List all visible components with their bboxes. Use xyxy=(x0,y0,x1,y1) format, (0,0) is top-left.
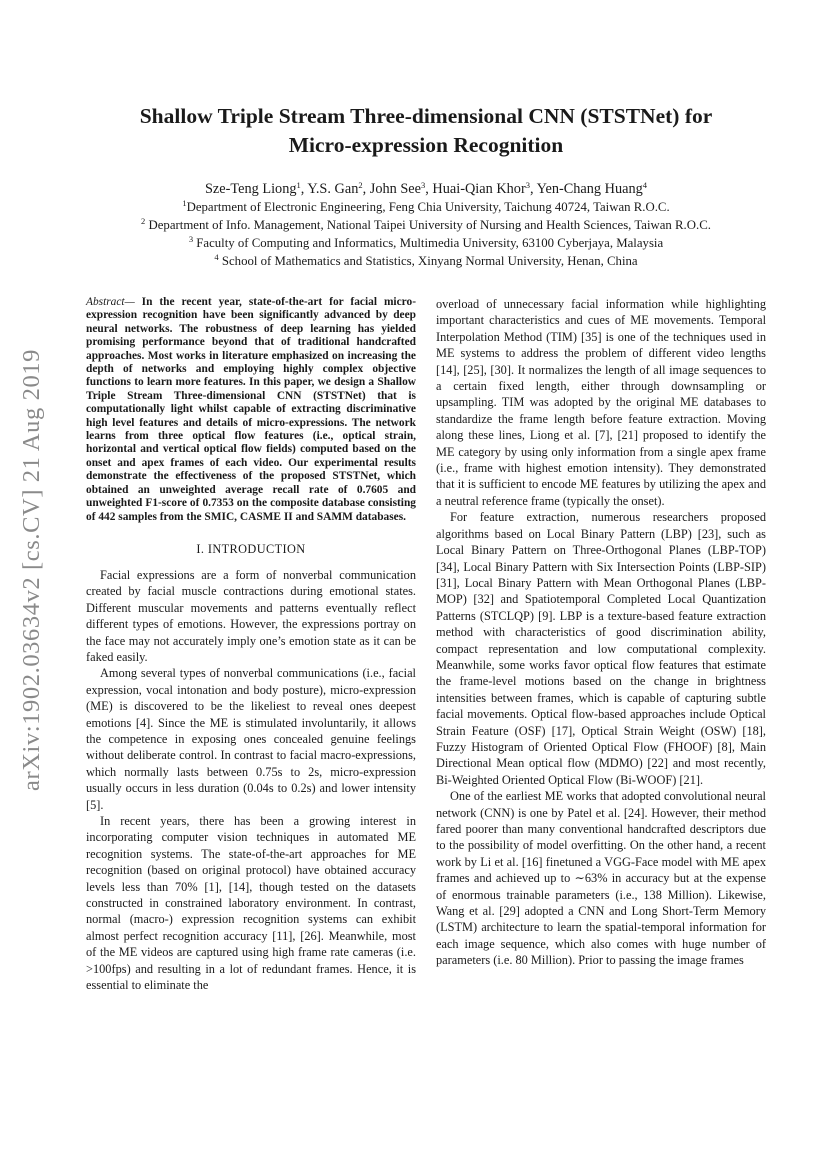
affiliation xyxy=(80,252,772,270)
author-name: Yen-Chang Huang xyxy=(536,181,643,197)
affiliation-text: School of Mathematics and Statistics, Xinyang Normal University, Henan, China xyxy=(218,254,638,268)
body-paragraph: overload of unnecessary facial information while highlighting important characteristics and cues of ME movements. Temporal Interpolation Method (TIM) [35] is one of the techniques used in ME systems to address the problem of different video lengths [14], [25], [30]. It normalizes the length of all image sequences to a certain fixed length, either through downsampling or upsampling. TIM was adopted by the original ME databases to standardize the frame length before feature extraction. Moving along these lines, Liong et al. [7], [21] proposed to identify the ME category by using only information from a single apex frame (i.e., frame with highest emotion intensity). They demonstrated that it is sufficient to encode ME features by utilizing the apex and a neutral reference frame (typically the onset). xyxy=(436,297,766,508)
body-paragraph: Among several types of nonverbal communications (i.e., facial expression, vocal intonation and body posture), micro-expression (ME) is discovered to be the likeliest to reveal ones deepest emotions [4]. Since the ME is stimulated involuntarily, it allows the competence in exposing ones concealed genuine feelings without deliberate control. In contrast to facial macro-expressions, which normally lasts between 0.75s to 2s, micro-expression usually occurs in less duration (0.04s to 0.2s) and lower intensity [5]. xyxy=(86,666,416,812)
author xyxy=(432,181,536,197)
section-heading-introduction: I. INTRODUCTION xyxy=(196,541,306,556)
affiliation-mark: 3 xyxy=(188,234,194,244)
author-name: Huai-Qian Khor xyxy=(432,181,526,197)
author xyxy=(205,181,307,197)
arxiv-identifier-text: arXiv:1902.03634v2 [cs.CV] 21 Aug 2019 xyxy=(18,349,45,791)
affiliation-text: Department of Info. Management, National Taipei University of Nursing and Health Sciences, Taiwan R.O.C. xyxy=(145,218,711,232)
author xyxy=(307,181,369,197)
left-column xyxy=(86,296,416,993)
abstract-label: Abstract— xyxy=(86,296,135,308)
body-paragraph: For feature extraction, numerous researchers proposed algorithms based on Local Binary Pattern (LBP) [23], such as Local Binary Pattern on Three-Orthogonal Planes (LBP-TOP) [34], Local Binary Pattern with Six Intersection Points (LBP-SIP) [31], Local Binary Pattern with Mean Orthogonal Planes (LBP-MOP) [32] and Spatiotemporal Completed Local Quantization Patterns (STCLQP) [9]. LBP is a texture-based feature extraction method with characteristics of good discrimination ability, compact representation and low computational complexity. Meanwhile, some works favor optical flow features that estimate the frame-level motions based on the change in brightness intensities between frames, which is capable of capturing subtle facial movements. Optical flow-based approaches include Optical Strain Feature (OSF) [17], Optical Strain Weight (OSW) [18], Fuzzy Histogram of Oriented Optical Flow (FHOOF) [8], Main Directional Mean optical flow (MDMO) [22] and most recently, Bi-Weighted Oriented Optical Flow (Bi-WOOF) [21]. xyxy=(436,510,766,787)
author xyxy=(537,181,647,197)
body-paragraph: One of the earliest ME works that adopted convolutional neural network (CNN) is one by Patel et al. [24]. However, their method fared poorer than many conventional handcrafted descriptors due to the possibility of model overfitting. On the other hand, a recent work by Li et al. [16] finetuned a VGG-Face model with ME apex frames and achieved up to ∼63% in accuracy but at the expense of enormous trainable parameters (i.e., 138 Million). Likewise, Wang et al. [29] adopted a CNN and Long Short-Term Memory (LSTM) architecture to learn the spatial-temporal information for each image sequence, which also comes with huge number of parameters (i.e. 80 Million). Prior to passing the image frames xyxy=(436,789,766,968)
affiliation xyxy=(80,234,772,252)
author-separator: , xyxy=(529,181,537,197)
affiliation xyxy=(80,198,772,216)
author-affil-mark: 1 xyxy=(296,180,301,190)
paper-header xyxy=(80,102,772,270)
paper-title xyxy=(80,102,772,160)
abstract xyxy=(86,296,416,524)
right-column xyxy=(436,296,766,969)
author-name: Sze-Teng Liong xyxy=(204,181,297,197)
affiliation-mark: 1 xyxy=(182,198,187,208)
author-affil-mark: 4 xyxy=(642,180,648,190)
affiliation-mark: 2 xyxy=(141,216,146,226)
affiliation-text: Department of Electronic Engineering, Feng Chia University, Taichung 40724, Taiwan R.O.C. xyxy=(186,200,670,214)
affiliation xyxy=(80,216,772,234)
author-separator: , xyxy=(300,181,308,197)
title-line-1: Shallow Triple Stream Three-dimensional CNN (STSTNet) for xyxy=(139,104,713,128)
author-name: John See xyxy=(369,181,421,197)
title-line-2: Micro-expression Recognition xyxy=(288,133,564,157)
arxiv-identifier xyxy=(12,280,52,860)
affiliation-text: Faculty of Computing and Informatics, Multimedia University, 63100 Cyberjaya, Malaysia xyxy=(193,236,664,250)
author-affil-mark: 3 xyxy=(421,180,426,190)
author-name: Y.S. Gan xyxy=(307,181,359,197)
author-affil-mark: 3 xyxy=(525,180,530,190)
author-affil-mark: 2 xyxy=(358,180,363,190)
body-paragraph: In recent years, there has been a growing interest in incorporating computer vision techniques in automated ME recognition systems. The state-of-the-art approaches for ME recognition (based on original protocol) have obtained accuracy levels less than 70% [1], [14], though tested on the datasets constructed in constrained laboratory environment. In contrast, normal (macro-) expression recognition systems can exhibit almost perfect recognition accuracy [11], [26]. Meanwhile, most of the ME videos are captured using high frame rate cameras (i.e. >100fps) and resulting in a lot of redundant frames. Hence, it is essential to eliminate the xyxy=(86,814,416,993)
body-paragraph: Facial expressions are a form of nonverbal communication created by facial muscle contractions during emotional states. Different muscular movements and patterns eventually reflect different types of emotions. However, the expressions portray on the face may not accurately imply one’s emotion state as it can be faked easily. xyxy=(86,567,416,664)
affiliation-mark: 4 xyxy=(214,252,219,262)
author xyxy=(370,181,433,197)
abstract-body: In the recent year, state-of-the-art for facial micro-expression recognition have been significantly advanced by deep neural networks. The robustness of deep learning has yielded promising performance beyond that of traditional handcrafted approaches. Most works in literature emphasized on increasing the depth of networks and employing highly complex objective functions to learn more features. In this paper, we design a Shallow Triple Stream Three-dimensional CNN (STSTNet) that is computationally light whilst capable of extracting discriminative high level features and details of micro-expressions. The network learns from three optical flow features (i.e., optical strain, horizontal and vertical optical flow fields) computed based on the onset and apex frames of each video. Our experimental results demonstrate the effectiveness of the proposed STSTNet, which obtained an unweighted average recall rate of 0.7605 and unweighted F1-score of 0.7353 on the composite database consisting of 442 samples from the SMIC, CASME II and SAMM databases. xyxy=(86,296,416,523)
author-separator: , xyxy=(425,181,433,197)
author-list xyxy=(80,180,772,198)
author-separator: , xyxy=(362,181,370,197)
